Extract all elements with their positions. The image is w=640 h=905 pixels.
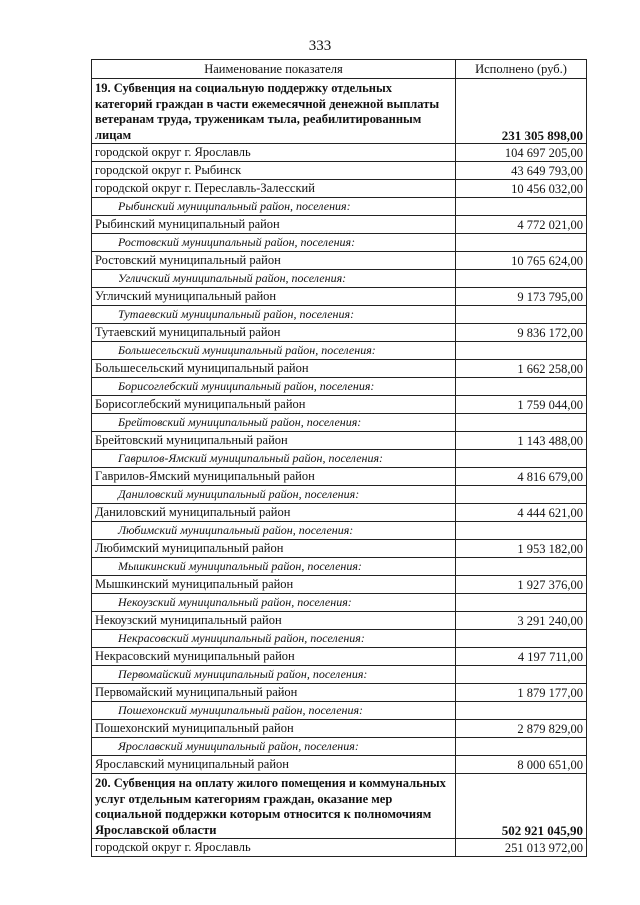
district-subheader: Ростовский муниципальный район, поселения: (92, 234, 456, 252)
municipality-name: Ярославский муниципальный район (92, 756, 456, 774)
executed-amount (456, 270, 587, 288)
subheader-row (92, 486, 587, 504)
subheader-row (92, 666, 587, 684)
table-row (92, 288, 587, 306)
page-number: 333 (308, 38, 332, 54)
subheader-row (92, 450, 587, 468)
table-row (92, 360, 587, 378)
subheader-row (92, 198, 587, 216)
column-header-name: Наименование показателя (92, 60, 456, 79)
budget-execution-table (91, 59, 587, 857)
district-subheader: Тутаевский муниципальный район, поселения: (92, 306, 456, 324)
municipality-name: Угличский муниципальный район (92, 288, 456, 306)
executed-amount: 251 013 972,00 (456, 839, 587, 857)
table-row (92, 756, 587, 774)
municipality-name: Первомайский муниципальный район (92, 684, 456, 702)
executed-amount (456, 486, 587, 504)
subheader-row (92, 342, 587, 360)
subheader-row (92, 306, 587, 324)
municipality-name: Некрасовский муниципальный район (92, 648, 456, 666)
district-subheader: Большесельский муниципальный район, поселения: (92, 342, 456, 360)
executed-amount: 4 197 711,00 (456, 648, 587, 666)
municipality-name: Брейтовский муниципальный район (92, 432, 456, 450)
district-subheader: Угличский муниципальный район, поселения: (92, 270, 456, 288)
subheader-row (92, 702, 587, 720)
table-row (92, 576, 587, 594)
district-subheader: Пошехонский муниципальный район, поселения: (92, 702, 456, 720)
subheader-row (92, 234, 587, 252)
table-row (92, 504, 587, 522)
section-total: 231 305 898,00 (456, 79, 587, 144)
district-subheader: Борисоглебский муниципальный район, поселения: (92, 378, 456, 396)
municipality-name: Пошехонский муниципальный район (92, 720, 456, 738)
column-header-value: Исполнено (руб.) (456, 60, 587, 79)
subheader-row (92, 594, 587, 612)
table-row (92, 839, 587, 857)
executed-amount: 9 836 172,00 (456, 324, 587, 342)
executed-amount (456, 558, 587, 576)
executed-amount: 2 879 829,00 (456, 720, 587, 738)
table-row (92, 648, 587, 666)
municipality-name: Борисоглебский муниципальный район (92, 396, 456, 414)
executed-amount: 1 879 177,00 (456, 684, 587, 702)
executed-amount (456, 450, 587, 468)
table-row (92, 162, 587, 180)
table-header-row (92, 60, 587, 79)
table-row (92, 324, 587, 342)
table-row (92, 180, 587, 198)
subheader-row (92, 630, 587, 648)
municipality-name: Некоузский муниципальный район (92, 612, 456, 630)
table-row (92, 396, 587, 414)
executed-amount: 104 697 205,00 (456, 144, 587, 162)
executed-amount: 1 143 488,00 (456, 432, 587, 450)
district-subheader: Мышкинский муниципальный район, поселения: (92, 558, 456, 576)
district-subheader: Ярославский муниципальный район, поселения: (92, 738, 456, 756)
municipality-name: Даниловский муниципальный район (92, 504, 456, 522)
section-row (92, 79, 587, 144)
section-total: 502 921 045,90 (456, 774, 587, 839)
table-row (92, 612, 587, 630)
executed-amount: 10 765 624,00 (456, 252, 587, 270)
table-row (92, 540, 587, 558)
municipality-name: городской округ г. Ярославль (92, 144, 456, 162)
subheader-row (92, 522, 587, 540)
subheader-row (92, 738, 587, 756)
executed-amount (456, 702, 587, 720)
table-row (92, 252, 587, 270)
district-subheader: Некрасовский муниципальный район, поселения: (92, 630, 456, 648)
executed-amount (456, 738, 587, 756)
table-row (92, 468, 587, 486)
table-row (92, 720, 587, 738)
municipality-name: Мышкинский муниципальный район (92, 576, 456, 594)
table-row (92, 432, 587, 450)
municipality-name: Большесельский муниципальный район (92, 360, 456, 378)
executed-amount (456, 342, 587, 360)
subheader-row (92, 558, 587, 576)
table-row (92, 684, 587, 702)
executed-amount: 3 291 240,00 (456, 612, 587, 630)
table-row (92, 216, 587, 234)
executed-amount: 4 816 679,00 (456, 468, 587, 486)
subheader-row (92, 414, 587, 432)
executed-amount (456, 630, 587, 648)
municipality-name: Любимский муниципальный район (92, 540, 456, 558)
district-subheader: Даниловский муниципальный район, поселения: (92, 486, 456, 504)
district-subheader: Гаврилов-Ямский муниципальный район, поселения: (92, 450, 456, 468)
table-row (92, 144, 587, 162)
section-title: 20. Субвенция на оплату жилого помещения и коммунальных услуг отдельным категориям граждан, оказание мер социальной поддержки которым относится к полномочиям Ярославской области (92, 774, 456, 839)
executed-amount: 9 173 795,00 (456, 288, 587, 306)
section-title: 19. Субвенция на социальную поддержку отдельных категорий граждан в части ежемесячной денежной выплаты ветеранам труда, труженикам тыла, реабилитированным лицам (92, 79, 456, 144)
executed-amount: 8 000 651,00 (456, 756, 587, 774)
district-subheader: Любимский муниципальный район, поселения: (92, 522, 456, 540)
municipality-name: городской округ г. Ярославль (92, 839, 456, 857)
municipality-name: городской округ г. Переславль-Залесский (92, 180, 456, 198)
municipality-name: Ростовский муниципальный район (92, 252, 456, 270)
executed-amount (456, 378, 587, 396)
executed-amount: 4 444 621,00 (456, 504, 587, 522)
executed-amount: 1 927 376,00 (456, 576, 587, 594)
executed-amount (456, 594, 587, 612)
executed-amount: 1 953 182,00 (456, 540, 587, 558)
executed-amount (456, 306, 587, 324)
executed-amount (456, 234, 587, 252)
municipality-name: Тутаевский муниципальный район (92, 324, 456, 342)
district-subheader: Первомайский муниципальный район, поселения: (92, 666, 456, 684)
municipality-name: городской округ г. Рыбинск (92, 162, 456, 180)
executed-amount: 10 456 032,00 (456, 180, 587, 198)
executed-amount: 1 662 258,00 (456, 360, 587, 378)
executed-amount: 1 759 044,00 (456, 396, 587, 414)
district-subheader: Брейтовский муниципальный район, поселения: (92, 414, 456, 432)
municipality-name: Рыбинский муниципальный район (92, 216, 456, 234)
executed-amount: 4 772 021,00 (456, 216, 587, 234)
executed-amount (456, 666, 587, 684)
executed-amount (456, 414, 587, 432)
executed-amount (456, 522, 587, 540)
district-subheader: Некоузский муниципальный район, поселения: (92, 594, 456, 612)
executed-amount: 43 649 793,00 (456, 162, 587, 180)
subheader-row (92, 270, 587, 288)
table-body (92, 79, 587, 857)
subheader-row (92, 378, 587, 396)
section-row (92, 774, 587, 839)
executed-amount (456, 198, 587, 216)
district-subheader: Рыбинский муниципальный район, поселения: (92, 198, 456, 216)
municipality-name: Гаврилов-Ямский муниципальный район (92, 468, 456, 486)
